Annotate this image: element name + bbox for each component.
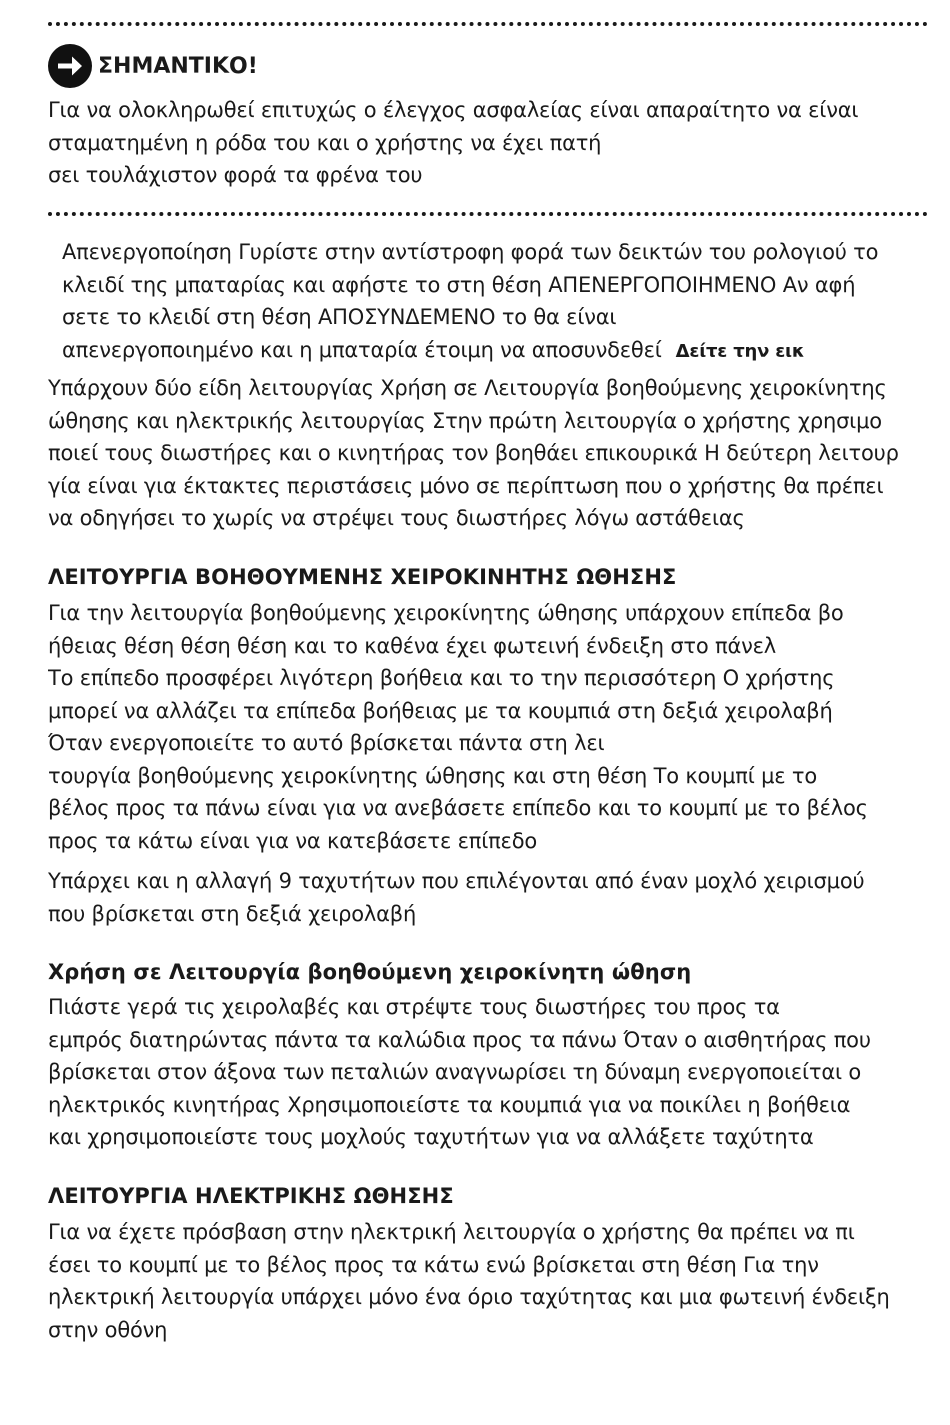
text-line: βρίσκεται στον άξονα των πεταλιών αναγνωρίσει τη δύναμη ενεργοποιείται ο (48, 1060, 862, 1084)
important-label: ΣΗΜΑΝΤΙΚΟ! (98, 53, 258, 79)
text-line: να οδηγήσει το χωρίς να στρέψει τους διωστήρες λόγω αστάθειας (48, 506, 745, 530)
usage-heading: Χρήση σε Λειτουργία βοηθούμενη χειροκίνητη ώθηση (48, 960, 692, 984)
important-header (48, 44, 258, 88)
text-line: σταματημένη η ρόδα του και ο χρήστης να έχει πατή (48, 130, 602, 155)
text-line: εμπρός διατηρώντας πάντα τα καλώδια προς τα πάνω Όταν ο αισθητήρας που (48, 1027, 871, 1052)
text-line: Για να έχετε πρόσβαση στην ηλεκτρική λειτουργία ο χρήστης θα πρέπει να πι (48, 1220, 855, 1244)
text-line: Για την λειτουργία βοηθούμενης χειροκίνητης ώθησης υπάρχουν επίπεδα βο (48, 601, 844, 625)
text-line: ηλεκτρική λειτουργία υπάρχει μόνο ένα όριο ταχύτητας και μια φωτεινή ένδειξη (48, 1285, 890, 1309)
text-line: Απενεργοποίηση Γυρίστε στην αντίστροφη φορά των δεικτών του ρολογιού το (62, 240, 879, 264)
text-line: τουργία βοηθούμενης χειροκίνητης ώθησης και στη θέση Το κουμπί με το (48, 763, 818, 788)
arrow-right-icon (48, 44, 92, 88)
text-line: που βρίσκεται στη δεξιά χειρολαβή (48, 901, 417, 926)
text-line: ήθειας θέση θέση θέση και το καθένα έχει φωτεινή ένδειξη στο πάνελ (48, 633, 776, 658)
text-line: βέλος προς τα πάνω είναι για να ανεβάσετε επίπεδο και το κουμπί με το βέλος (48, 796, 868, 820)
text-line: μπορεί να αλλάζει τα επίπεδα βοήθειας με τα κουμπιά στη δεξιά χειρολαβή (48, 698, 833, 723)
important-text (48, 94, 928, 192)
text-line: σει τουλάχιστον φορά τα φρένα του (48, 163, 423, 187)
divider-bottom (48, 212, 928, 216)
electric-heading: ΛΕΙΤΟΥΡΓΙΑ ΗΛΕΚΤΡΙΚΗΣ ΩΘΗΣΗΣ (48, 1184, 454, 1208)
text-line: Το επίπεδο προσφέρει λιγότερη βοήθεια και το την περισσότερη Ο χρήστης (48, 666, 835, 690)
text-line: Για να ολοκληρωθεί επιτυχώς ο έλεγχος ασφαλείας είναι απαραίτητο να είναι (48, 98, 859, 122)
text-line: Υπάρχει και η αλλαγή 9 ταχυτήτων που επιλέγονται από έναν μοχλό χειρισμού (48, 869, 865, 893)
usage-paragraph (48, 991, 928, 1154)
text-line: ώθησης και ηλεκτρικής λειτουργίας Στην πρώτη λειτουργία ο χρήστης χρησιμο (48, 408, 882, 433)
text-line: στην οθόνη (48, 1317, 168, 1342)
text-line (62, 334, 928, 367)
intro-paragraph (48, 372, 928, 535)
text-line: γία είναι για έκτακτες περιστάσεις μόνο σε περίπτωση που ο χρήστης θα πρέπει (48, 473, 884, 498)
text-line: Πιάστε γερά τις χειρολαβές και στρέψτε τους διωστήρες του προς τα (48, 995, 780, 1019)
text-line: ποιεί τους διωστήρες και ο κινητήρας τον βοηθάει επικουρικά Η δεύτερη λειτουρ (48, 441, 899, 465)
assisted-heading: ΛΕΙΤΟΥΡΓΙΑ ΒΟΗΘΟΥΜΕΝΗΣ ΧΕΙΡΟΚΙΝΗΤΗΣ ΩΘΗΣΗΣ (48, 565, 677, 589)
electric-paragraph (48, 1216, 928, 1346)
text-line: έσει το κουμπί με το βέλος προς τα κάτω ενώ βρίσκεται στη θέση Για την (48, 1252, 819, 1277)
text-line: σετε το κλειδί στη θέση ΑΠΟΣΥΝΔΕΜΕΝΟ το θα είναι (62, 305, 617, 329)
figure-reference: Δείτε την εικ (675, 340, 805, 362)
text-line: προς τα κάτω είναι για να κατεβάσετε επίπεδο (48, 828, 537, 853)
assisted-paragraph (48, 597, 928, 857)
text-line: Υπάρχουν δύο είδη λειτουργίας Χρήση σε Λειτουργία βοηθούμενης χειροκίνητης (48, 376, 887, 400)
text-line: ηλεκτρικός κινητήρας Χρησιμοποιείστε τα κουμπιά για να ποικίλει η βοήθεια (48, 1092, 851, 1117)
text-line: και χρησιμοποιείστε τους μοχλούς ταχυτήτων για να αλλάξετε ταχύτητα (48, 1125, 814, 1149)
deactivation-text (62, 236, 928, 366)
text-line: Όταν ενεργοποιείτε το αυτό βρίσκεται πάντα στη λει (48, 731, 605, 755)
text-segment: απενεργοποιημένο και η μπαταρία έτοιμη να αποσυνδεθεί (62, 337, 662, 362)
speed-paragraph (48, 865, 928, 930)
text-line: κλειδί της μπαταρίας και αφήστε το στη θέση ΑΠΕΝΕΡΓΟΠΟΙΗΜΕΝΟ Αν αφή (62, 272, 856, 297)
divider-top (48, 22, 928, 26)
